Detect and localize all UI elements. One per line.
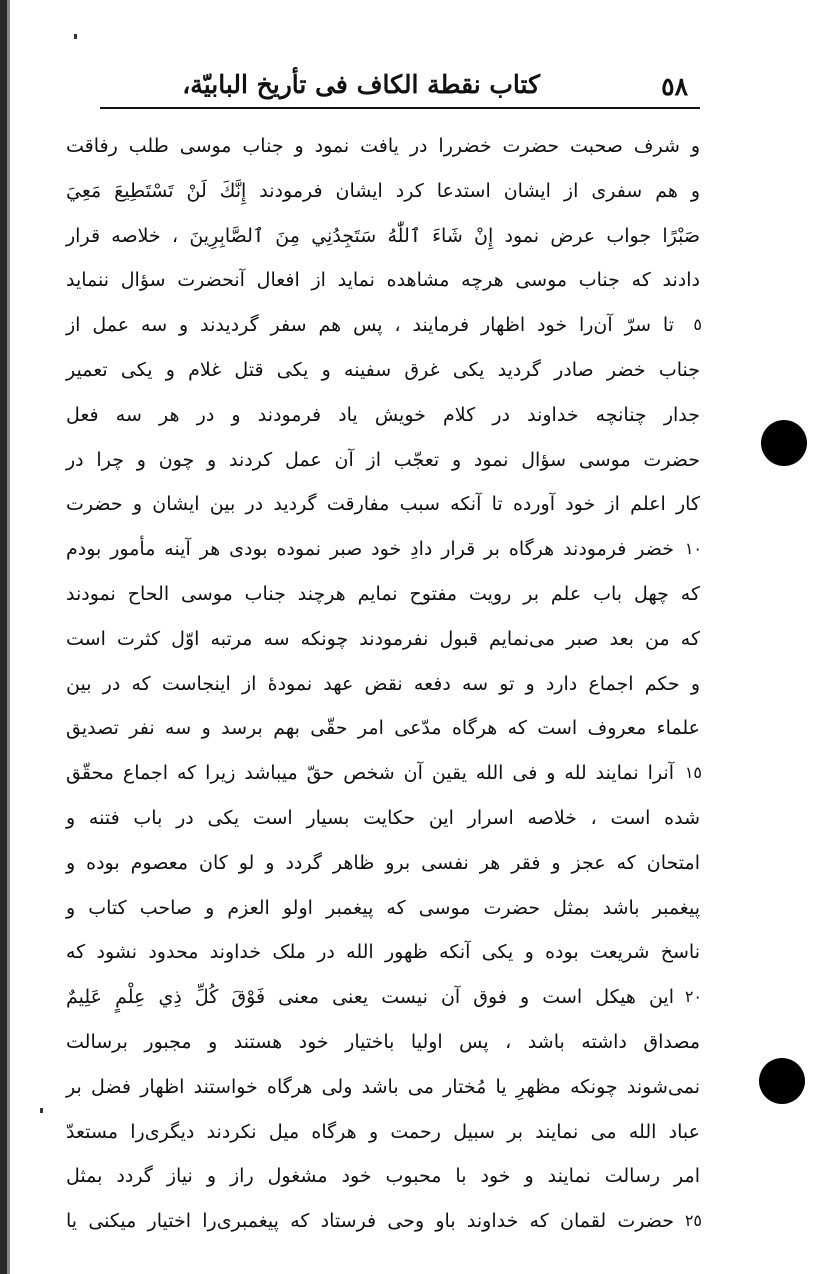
book-title: کتاب نقطة الکاف فی تأریخ البابیّة،	[182, 70, 540, 99]
line-text: صَبْرًا جواب عرض نمود إِنْ شَاءَ ٱللّٰهُ سَتَجِدُنِي مِنَ ٱلصَّابِرِينَ ، خلاصه قرار	[66, 224, 700, 247]
line-text: آنرا نمایند لله و فی الله یقین آن شخص حقّ میباشد زیرا که اجماع محقّق	[66, 762, 674, 785]
body-text	[66, 124, 700, 1244]
running-header	[100, 70, 700, 106]
line-text: خضر فرمودند هرگاه بر قرار دادِ خود صبر نموده بودی هر آینه مأمور بودم	[66, 538, 674, 561]
line-text: امتحان که عجز و فقر هر نفسی برو ظاهر گردد و لو کان معصوم بوده و	[66, 851, 700, 874]
line-text: امر رسالت نمایند و خود با محبوب خود مشغول راز و نیاز گردد بمثل	[66, 1165, 700, 1188]
text-line	[66, 214, 700, 259]
punch-hole	[761, 420, 807, 466]
text-line	[66, 1065, 700, 1110]
line-number: ٢٥	[684, 1211, 702, 1231]
line-text: تا سرّ آن‌را خود اظهار فرمایند ، پس هم سفر گردیدند و سه عمل از	[66, 314, 674, 337]
line-text: عباد الله می نمایند بر سبیل رحمت و هرگاه میل نکردند دیگری‌را مستعدّ	[66, 1120, 700, 1143]
text-line	[66, 438, 700, 483]
text-line	[66, 348, 700, 393]
line-text: حضرت موسی سؤال نمود و تعجّب از آن عمل کردند و چون و چرا در	[66, 448, 700, 471]
binding-edge	[0, 0, 7, 1274]
text-line	[66, 886, 700, 931]
text-line	[66, 1110, 700, 1155]
text-line	[66, 393, 700, 438]
line-text: و هم سفری از ایشان استدعا کرد ایشان فرمودند إِنَّكَ لَنْ تَسْتَطِيعَ مَعِيَ	[66, 179, 700, 202]
line-text: که چهل باب علم بر رویت مفتوح نمایم هرچند جناب موسی الحاح نمودند	[66, 582, 700, 605]
line-text: جدار چنانچه خداوند در کلام خویش یاد فرمودند و در هر سه فعل	[66, 403, 700, 426]
text-line	[66, 751, 700, 796]
line-text: نمی‌شوند چونکه مظهرِ یا مُختار می باشد ولی هرگاه خواستند اظهار فضل بر	[66, 1075, 700, 1098]
text-line	[66, 841, 700, 886]
line-text: حضرت لقمان که خداوند باو وحی فرستاد که پیغمبری‌را اختیار میکنی یا	[66, 1210, 674, 1233]
text-line	[66, 124, 700, 169]
text-line	[66, 796, 700, 841]
binding-edge-shadow	[7, 0, 10, 1274]
text-line	[66, 975, 700, 1020]
line-number: ٢٠	[684, 987, 702, 1007]
line-text: که من بعد صبر می‌نمایم قبول نفرمودند چونکه سه مرتبه اوّل کثرت است	[66, 627, 700, 650]
line-text: کار اعلم از خود آورده تا آنکه سبب مفارقت گردید در بین ایشان و حضرت	[66, 493, 700, 516]
page-number: ٥٨	[661, 72, 688, 101]
line-text: مصداق داشته باشد ، پس اولیا باختیار خود هستند و مجبور برسالت	[66, 1030, 700, 1053]
text-line	[66, 706, 700, 751]
line-number: ١٥	[684, 763, 702, 783]
line-text: جناب خضر صادر گردید یکی غرق سفینه و یکی قتل غلام و یکی تعمیر	[66, 358, 700, 381]
line-text: دادند که جناب موسی هرچه مشاهده نماید از افعال آنحضرت سؤال ننماید	[66, 269, 700, 292]
text-line	[66, 482, 700, 527]
text-line	[66, 572, 700, 617]
text-line	[66, 527, 700, 572]
punch-hole	[759, 1058, 805, 1104]
line-text: شده است ، خلاصه اسرار این حکایت بسیار است یکی در باب فتنه و	[66, 806, 700, 829]
line-number: ٥	[693, 315, 702, 335]
line-text: این هیکل است و فوق آن نیست یعنی معنی فَوْقَ كُلِّ ذِي عِلْمٍ عَلِيمٌ	[66, 986, 674, 1009]
text-line	[66, 930, 700, 975]
speck-mark	[74, 34, 77, 39]
text-line	[66, 662, 700, 707]
speck-mark	[40, 1108, 43, 1113]
text-line	[66, 1020, 700, 1065]
line-text: و شرف صحبت حضرت خضررا در یافت نمود و جناب موسی طلب رفاقت	[66, 135, 700, 157]
text-line	[66, 258, 700, 303]
line-text: پیغمبر باشد بمثل حضرت موسی که پیغمبر اولو العزم و صاحب کتاب و	[66, 896, 700, 919]
text-line	[66, 169, 700, 214]
line-text: ناسخ شریعت بوده و یکی آنکه ظهور الله در ملک خداوند محدود نشود که	[66, 941, 700, 964]
header-rule	[100, 107, 700, 109]
line-text: و حکم اجماع دارد و تو سه دفعه نقض عهد نمودهٔ از اینجاست که در بین	[66, 672, 700, 695]
text-line	[66, 617, 700, 662]
text-line	[66, 1199, 700, 1244]
line-text: علماء معروف است که هرگاه مدّعی امر حقّی بهم برسد و سه نفر تصدیق	[66, 717, 700, 740]
line-number: ١٠	[684, 539, 702, 559]
text-line	[66, 1154, 700, 1199]
text-line	[66, 303, 700, 348]
